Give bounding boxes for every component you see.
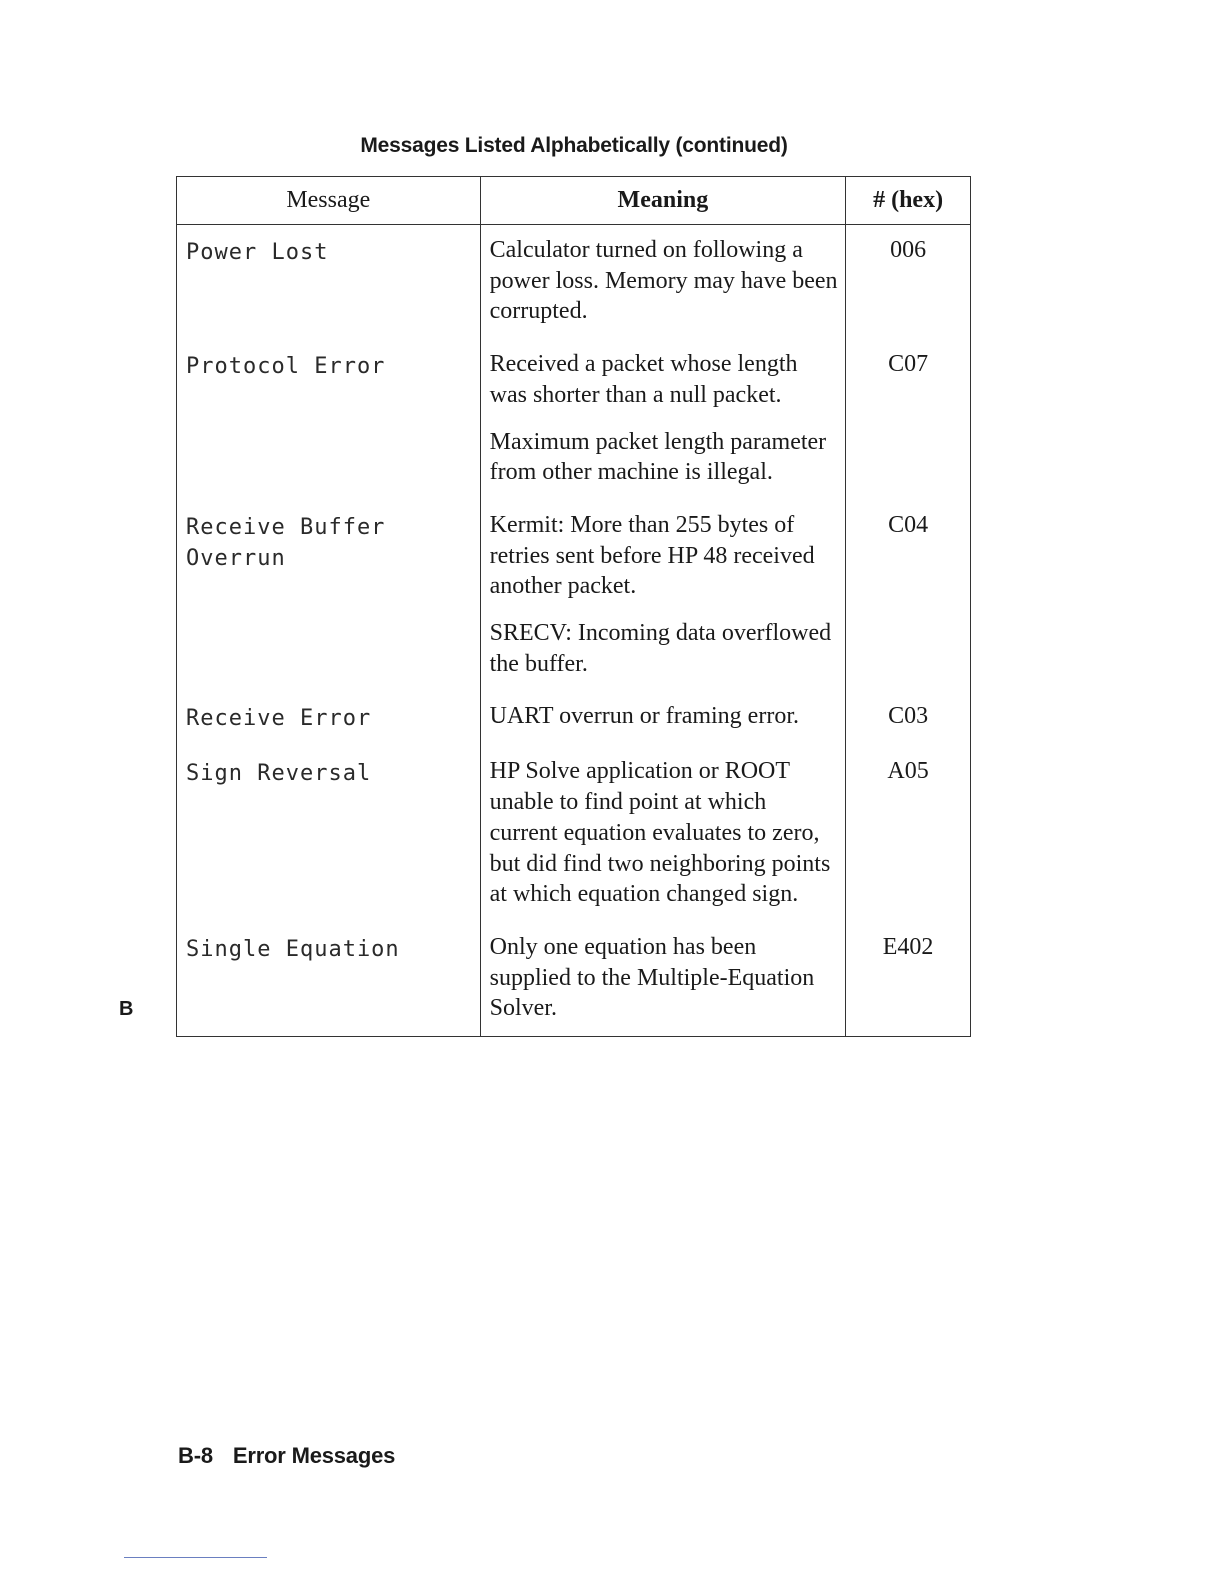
table-row: [177, 339, 971, 500]
meaning-cell: [480, 922, 846, 1037]
message-text: Receive Error: [186, 706, 372, 732]
message-text: Power Lost: [186, 240, 329, 265]
meaning-text: Only one equation has been supplied to the Multiple-Equation Solver.: [489, 933, 815, 1022]
header-meaning: Meaning: [480, 177, 846, 225]
meaning-cell: [480, 225, 846, 340]
message-cell: [177, 746, 481, 922]
meaning-text: HP Solve application or ROOT unable to find point at which current equation evaluates to zero, but did find two neighboring points at which equation changed sign.: [489, 758, 831, 908]
message-cell: [177, 691, 481, 746]
meaning-text: Calculator turned on following a power loss. Memory may have been corrupted.: [489, 237, 838, 325]
meaning-text: Received a packet whose length was shorter than a null packet.: [489, 351, 798, 408]
table-caption: Messages Listed Alphabetically (continued): [360, 134, 788, 157]
table-row: [177, 225, 971, 340]
table-row: [177, 746, 971, 922]
table-header-row: [177, 177, 971, 225]
message-text: Protocol Error: [186, 354, 386, 380]
message-text: Overrun: [186, 545, 286, 571]
table-row: [177, 922, 971, 1037]
header-message: Message: [177, 177, 481, 225]
hex-code: C04: [846, 500, 971, 692]
message-cell: [177, 500, 481, 692]
message-cell: [177, 225, 481, 340]
page-number: B-8: [178, 1443, 213, 1468]
meaning-text: SRECV: Incoming data overflowed the buffer.: [489, 620, 832, 677]
meaning-cell: [480, 500, 846, 692]
appendix-tab-marker: B: [119, 998, 134, 1020]
meaning-text: UART overrun or framing error.: [489, 703, 799, 730]
hex-code: A05: [846, 746, 971, 922]
footer-rule: [124, 1557, 267, 1558]
message-text: Single Equation: [186, 936, 400, 962]
page-footer: [178, 1443, 395, 1469]
hex-code: C07: [846, 339, 971, 500]
table-row: [177, 691, 971, 746]
error-messages-table: [176, 176, 971, 1037]
message-cell: [177, 339, 481, 500]
message-text: Receive Buffer: [186, 514, 386, 540]
meaning-text: Kermit: More than 255 bytes of retries sent before HP 48 received another packet.: [489, 511, 815, 600]
meaning-cell: [480, 691, 846, 746]
hex-code: C03: [846, 691, 971, 746]
hex-code: 006: [846, 225, 971, 340]
meaning-cell: [480, 339, 846, 500]
header-hex: # (hex): [846, 177, 971, 225]
table-row: [177, 500, 971, 692]
message-text: Sign Reversal: [186, 761, 372, 787]
hex-code: E402: [846, 922, 971, 1037]
meaning-cell: [480, 746, 846, 922]
message-cell: [177, 922, 481, 1037]
section-title: Error Messages: [232, 1443, 396, 1468]
meaning-text: Maximum packet length parameter from other machine is illegal.: [489, 428, 827, 486]
